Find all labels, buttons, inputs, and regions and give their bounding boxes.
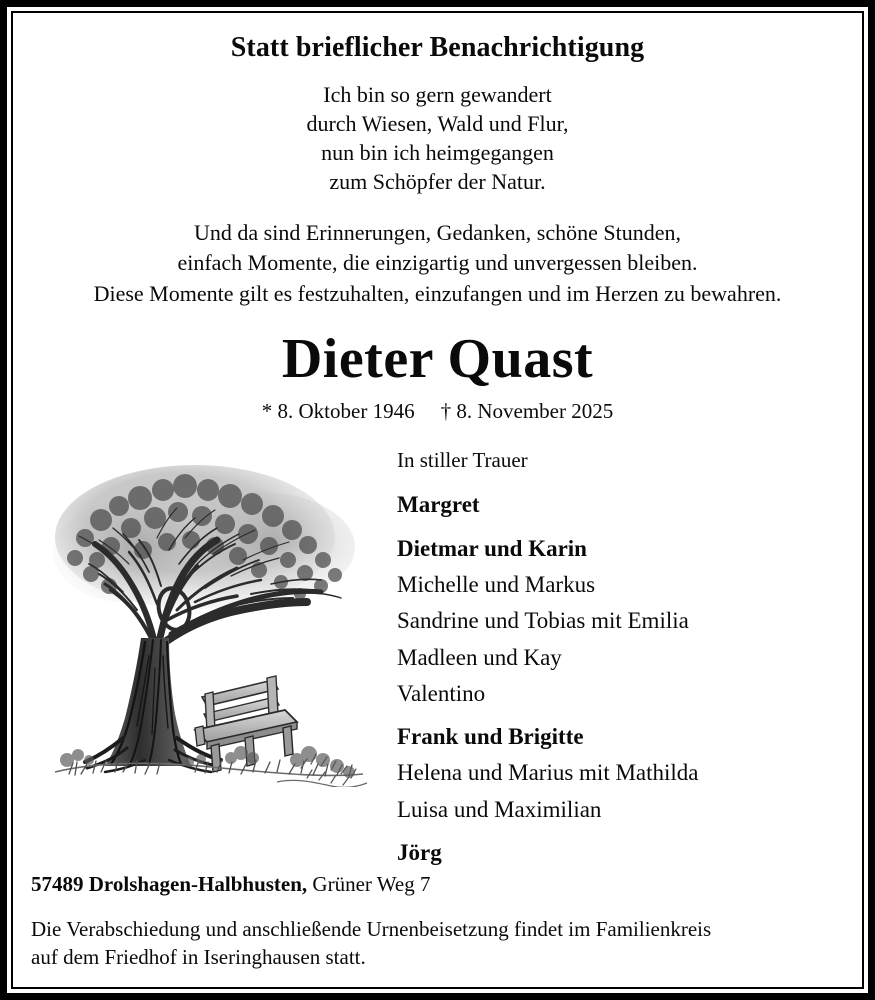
verse-line: durch Wiesen, Wald und Flur, bbox=[306, 110, 569, 136]
mourners-list bbox=[383, 442, 844, 871]
list-item: Jörg bbox=[397, 840, 442, 866]
tree-illustration-svg bbox=[45, 442, 371, 787]
closing-line: Die Verabschiedung und anschließende Urnenbeisetzung findet im Familienkreis bbox=[31, 916, 712, 941]
deceased-name: Dieter Quast bbox=[281, 328, 594, 390]
list-item: Frank und Brigitte bbox=[397, 724, 584, 750]
death-date: † 8. November 2025 bbox=[440, 399, 614, 423]
list-item: Madleen und Kay bbox=[397, 644, 562, 670]
list-item: Michelle und Markus bbox=[397, 571, 596, 597]
notice-footer bbox=[31, 871, 844, 972]
stanza-line: einfach Momente, die einzigartig und unvergessen bleiben. bbox=[177, 250, 698, 276]
mourning-intro: In stiller Trauer bbox=[397, 448, 528, 472]
address-street: Grüner Weg 7 bbox=[307, 871, 431, 896]
memory-stanza-block bbox=[31, 218, 844, 309]
list-item: Luisa und Maximilian bbox=[397, 796, 602, 822]
list-item: Sandrine und Tobias mit Emilia bbox=[397, 608, 689, 634]
tree-with-bench-illustration bbox=[31, 442, 383, 787]
birth-date: * 8. Oktober 1946 bbox=[261, 399, 415, 423]
address-line bbox=[31, 871, 844, 897]
stanza-line: Diese Momente gilt es festzuhalten, einzufangen und im Herzen zu bewahren. bbox=[93, 280, 782, 306]
verse-line: zum Schöpfer der Natur. bbox=[329, 168, 546, 194]
list-item: Dietmar und Karin bbox=[397, 535, 587, 561]
verse-line: nun bin ich heimgegangen bbox=[321, 139, 554, 165]
closing-note bbox=[31, 915, 844, 971]
life-dates bbox=[31, 399, 844, 424]
page-title: Statt brieflicher Benachrichtigung bbox=[230, 32, 645, 63]
list-item: Margret bbox=[397, 492, 480, 518]
address-city: 57489 Drolshagen-Halbhusten, bbox=[31, 871, 308, 896]
stanza-line: Und da sind Erinnerungen, Gedanken, schöne Stunden, bbox=[194, 219, 681, 245]
list-item: Helena und Marius mit Mathilda bbox=[397, 760, 699, 786]
verse-block bbox=[31, 80, 844, 196]
closing-line: auf dem Friedhof in Iseringhausen statt. bbox=[31, 944, 366, 969]
notice-content bbox=[7, 7, 868, 993]
tree-trunk bbox=[85, 638, 221, 772]
list-item: Valentino bbox=[397, 680, 486, 706]
illustration-and-mourners bbox=[31, 442, 844, 871]
verse-line: Ich bin so gern gewandert bbox=[323, 81, 552, 107]
